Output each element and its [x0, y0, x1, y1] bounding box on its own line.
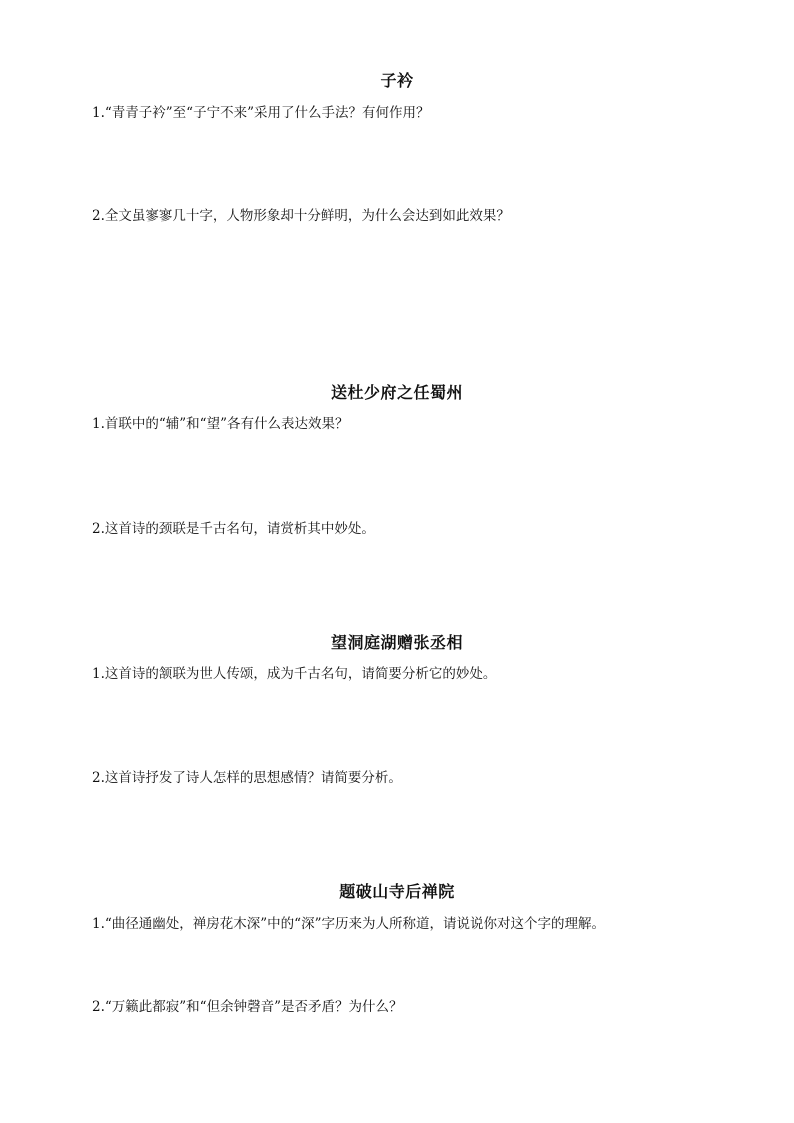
- question-1-wang-dongting-hu: 1.这首诗的颔联为世人传颂，成为千古名句，请简要分析它的妙处。: [92, 666, 497, 682]
- section-title-po-shan-si: 题破山寺后禅院: [339, 882, 455, 901]
- section-title-song-du-shaofu: 送杜少府之任蜀州: [330, 383, 463, 402]
- question-1-po-shan-si: 1.“曲径通幽处，禅房花木深”中的“深”字历来为人所称道，请说说你对这个字的理解。: [92, 916, 605, 932]
- question-1-zijin: 1.“青青子衿”至“子宁不来”采用了什么手法？有何作用？: [92, 105, 430, 121]
- question-2-song-du-shaofu: 2.这首诗的颈联是千古名句，请赏析其中妙处。: [92, 521, 375, 537]
- question-2-po-shan-si: 2.“万籁此都寂”和“但余钟磬音”是否矛盾？为什么？: [92, 999, 403, 1015]
- question-1-song-du-shaofu: 1.首联中的“辅”和“望”各有什么表达效果？: [92, 416, 349, 432]
- question-2-wang-dongting-hu: 2.这首诗抒发了诗人怎样的思想感情？请简要分析。: [92, 770, 402, 786]
- section-title-zijin: 子衿: [380, 71, 414, 90]
- section-title-wang-dongting-hu: 望洞庭湖赠张丞相: [330, 633, 463, 652]
- question-2-zijin: 2.全文虽寥寥几十字，人物形象却十分鲜明，为什么会达到如此效果？: [92, 208, 510, 224]
